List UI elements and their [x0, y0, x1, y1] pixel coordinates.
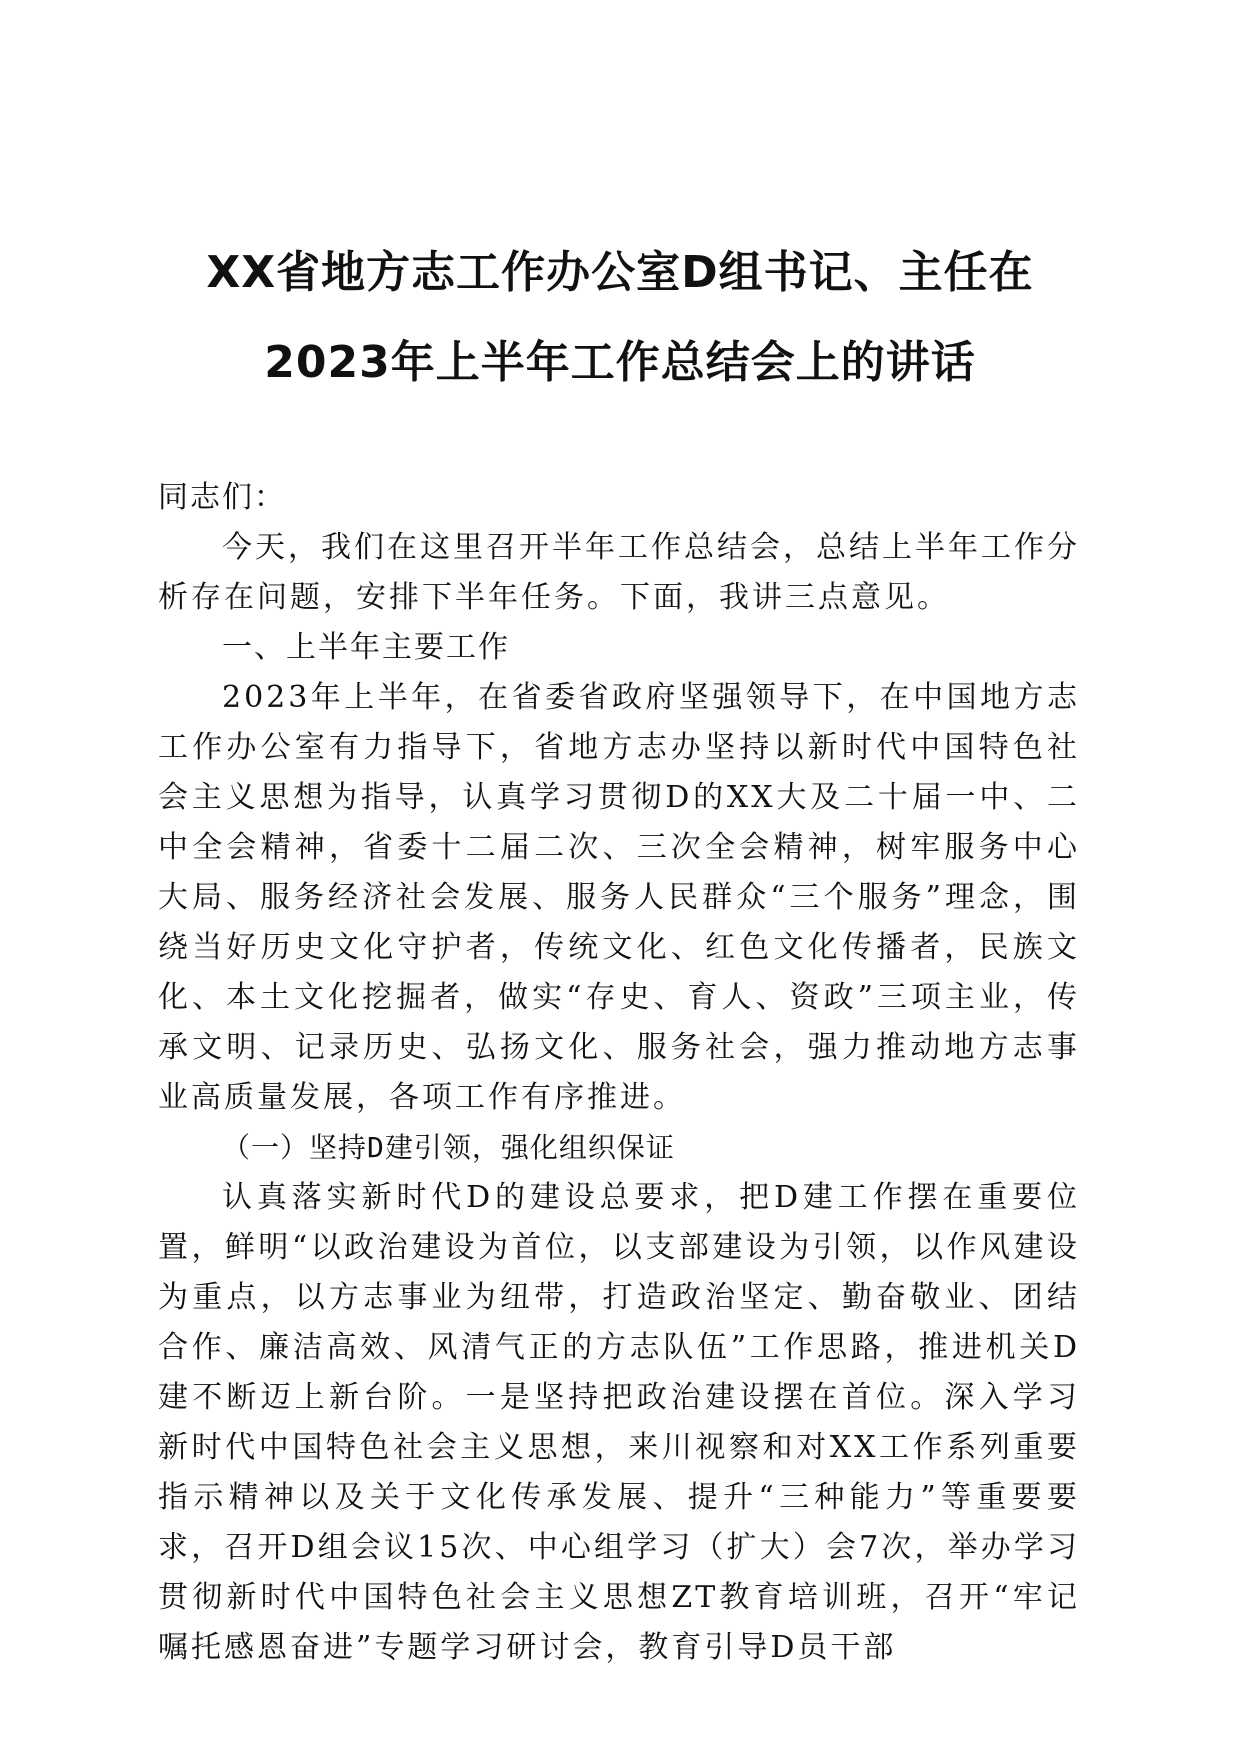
subsection-heading-1: （一）坚持D建引领，强化组织保证	[222, 1131, 675, 1164]
title-line-2: 2023年上半年工作总结会上的讲话	[264, 337, 976, 388]
document-body	[158, 473, 1080, 1673]
intro-paragraph: 今天，我们在这里召开半年工作总结会，总结上半年工作分析存在问题，安排下半年任务。下面，我讲三点意见。	[158, 530, 1080, 615]
section-1-paragraph: 2023年上半年，在省委省政府坚强领导下，在中国地方志工作办公室有力指导下，省地方志办坚持以新时代中国特色社会主义思想为指导，认真学习贯彻D的XX大及二十届一中、二中全会精神，省委十二届二次、三次全会精神，树牢服务中心大局、服务经济社会发展、服务人民群众“三个服务”理念，围绕当好历史文化守护者，传统文化、红色文化传播者，民族文化、本土文化挖掘者，做实“存史、育人、资政”三项主业，传承文明、记录历史、弘扬文化、服务社会，强力推动地方志事业高质量发展，各项工作有序推进。	[158, 680, 1080, 1115]
subsection-1-paragraph: 认真落实新时代D的建设总要求，把D建工作摆在重要位置，鲜明“以政治建设为首位，以支部建设为引领，以作风建设为重点，以方志事业为纽带，打造政治坚定、勤奋敬业、团结合作、廉洁高效、风清气正的方志队伍”工作思路，推进机关D建不断迈上新台阶。一是坚持把政治建设摆在首位。深入学习新时代中国特色社会主义思想，来川视察和对XX工作系列重要指示精神以及关于文化传承发展、提升“三种能力”等重要要求，召开D组会议15次、中心组学习（扩大）会7次，举办学习贯彻新时代中国特色社会主义思想ZT教育培训班，召开“牢记嘱托感恩奋进”专题学习研讨会，教育引导D员干部	[158, 1180, 1080, 1665]
section-heading-1: 一、上半年主要工作	[222, 630, 510, 665]
document-title	[120, 228, 1120, 408]
title-line-1: XX省地方志工作办公室D组书记、主任在	[206, 247, 1034, 298]
salutation: 同志们：	[158, 480, 286, 515]
